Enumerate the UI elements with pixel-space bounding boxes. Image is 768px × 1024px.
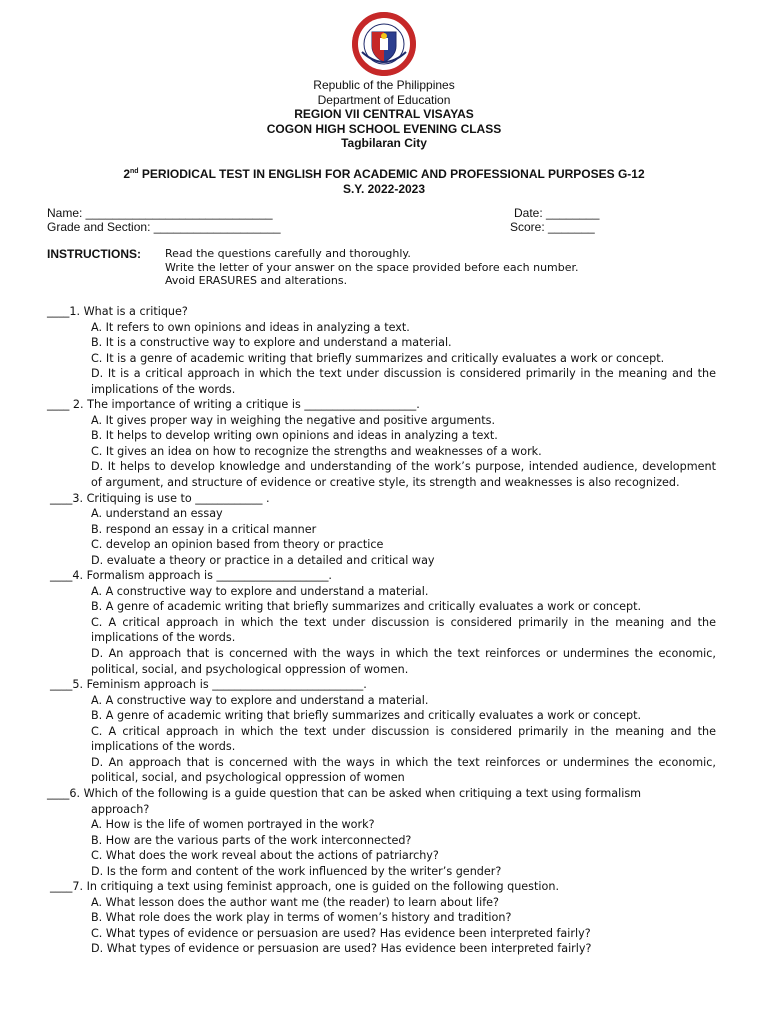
answer-option: C. It gives an idea on how to recognize the strengths and weaknesses of a work. xyxy=(91,444,542,458)
question-stem xyxy=(0,786,768,817)
question-7 xyxy=(0,879,768,957)
date-field[interactable]: Date: ________ xyxy=(514,206,600,220)
answer-option: B. How are the various parts of the work interconnected? xyxy=(91,833,412,847)
header-school: COGON HIGH SCHOOL EVENING CLASS xyxy=(266,121,502,136)
deped-seal-icon xyxy=(352,12,416,76)
school-year: S.Y. 2022-2023 xyxy=(342,182,426,196)
answer-option: B. What role does the work play in terms of women’s history and tradition? xyxy=(91,911,512,925)
answer-option: C. It is a genre of academic writing that briefly summarizes and critically evaluates a work or concept. xyxy=(91,351,665,365)
question-list xyxy=(0,304,768,957)
question-4 xyxy=(0,568,768,677)
answer-option: B. A genre of academic writing that briefly summarizes and critically evaluates a work or concept. xyxy=(91,600,642,614)
question-stem: ____7. In critiquing a text using feminist approach, one is guided on the following question. xyxy=(50,880,559,894)
question-stem: ____4. Formalism approach is ____________________. xyxy=(50,569,332,583)
question-stem-continuation: approach? xyxy=(91,802,150,816)
answer-option: A. A constructive way to explore and understand a material. xyxy=(91,584,429,598)
answer-option: C. What types of evidence or persuasion are used? Has evidence been interpreted fairly? xyxy=(91,926,591,940)
answer-option: B. A genre of academic writing that briefly summarizes and critically evaluates a work or concept. xyxy=(91,709,642,723)
question-stem: ____1. What is a critique? xyxy=(47,305,188,318)
question-5 xyxy=(0,677,768,786)
answer-option: B. respond an essay in a critical manner xyxy=(91,522,317,536)
question-1 xyxy=(0,304,768,397)
header-city: Tagbilaran City xyxy=(341,136,427,151)
answer-option: D. What types of evidence or persuasion are used? Has evidence been interpreted fairly? xyxy=(91,942,592,956)
title-ordinal-number: 2 xyxy=(123,167,131,181)
question-stem: ____3. Critiquing is use to ____________ . xyxy=(50,491,270,505)
instruction-line: Read the questions carefully and thoroughly. xyxy=(165,247,411,260)
header-department: Department of Education xyxy=(317,92,451,107)
test-title-main xyxy=(0,164,768,182)
answer-option: D. It is a critical approach in which the text under discussion is considered primarily in the meaning and the implications of the words. xyxy=(91,367,716,396)
title-ordinal-suffix: nd xyxy=(130,168,139,175)
answer-option: D. It helps to develop knowledge and understanding of the work’s purpose, intended audience, development of argument, and structure of evidence or creative style, its strength and weaknesses is also recognized. xyxy=(91,460,716,490)
question-stem: ____5. Feminism approach is ___________________________. xyxy=(50,678,367,692)
answer-option: B. It is a constructive way to explore and understand a material. xyxy=(91,336,452,350)
answer-option: C. What does the work reveal about the actions of patriarchy? xyxy=(91,849,439,863)
answer-option: A. It refers to own opinions and ideas in analyzing a text. xyxy=(91,320,410,334)
answer-option: B. It helps to develop writing own opinions and ideas in analyzing a text. xyxy=(91,429,498,443)
answer-option: D. evaluate a theory or practice in a detailed and critical way xyxy=(91,553,435,567)
answer-option: D. Is the form and content of the work influenced by the writer’s gender? xyxy=(91,864,502,878)
question-stem-text: ____6. Which of the following is a guide question that can be asked when critiquing a text using formalism xyxy=(47,786,642,800)
question-3 xyxy=(0,491,768,569)
instructions-text xyxy=(165,247,579,288)
answer-option: D. An approach that is concerned with the ways in which the text reinforces or undermines the economic, political, social, and psychological oppression of women. xyxy=(91,647,716,676)
answer-option: C. develop an opinion based from theory or practice xyxy=(91,538,384,552)
question-2 xyxy=(0,397,768,490)
answer-option: A. A constructive way to explore and understand a material. xyxy=(91,693,429,707)
score-field[interactable]: Score: _______ xyxy=(510,220,595,234)
document-header xyxy=(0,78,768,151)
answer-option: D. An approach that is concerned with the ways in which the text reinforces or undermines the economic, political, social, and psychological oppression of women xyxy=(91,755,716,785)
test-title xyxy=(0,164,768,197)
instructions-label: INSTRUCTIONS: xyxy=(47,247,141,261)
answer-option: C. A critical approach in which the text under discussion is considered primarily in the meaning and the implications of the words. xyxy=(91,615,716,645)
answer-option: A. What lesson does the author want me (the reader) to learn about life? xyxy=(91,895,499,909)
answer-option: A. understand an essay xyxy=(91,507,223,521)
answer-option: A. How is the life of women portrayed in the work? xyxy=(91,818,375,832)
answer-option: A. It gives proper way in weighing the negative and positive arguments. xyxy=(91,413,496,427)
name-field[interactable]: Name: ____________________________ xyxy=(47,206,273,220)
header-region: REGION VII CENTRAL VISAYAS xyxy=(294,107,474,122)
instruction-line: Avoid ERASURES and alterations. xyxy=(165,274,348,288)
question-stem: ____ 2. The importance of writing a critique is ____________________. xyxy=(47,398,420,412)
title-text: PERIODICAL TEST IN ENGLISH FOR ACADEMIC AND PROFESSIONAL PURPOSES G-12 xyxy=(138,167,645,181)
instruction-line: Write the letter of your answer on the space provided before each number. xyxy=(165,260,579,274)
question-6 xyxy=(0,786,768,879)
grade-section-field[interactable]: Grade and Section: ___________________ xyxy=(47,220,281,234)
answer-option: C. A critical approach in which the text under discussion is considered primarily in the meaning and the implications of the words. xyxy=(91,724,716,754)
header-republic: Republic of the Philippines xyxy=(313,78,455,92)
